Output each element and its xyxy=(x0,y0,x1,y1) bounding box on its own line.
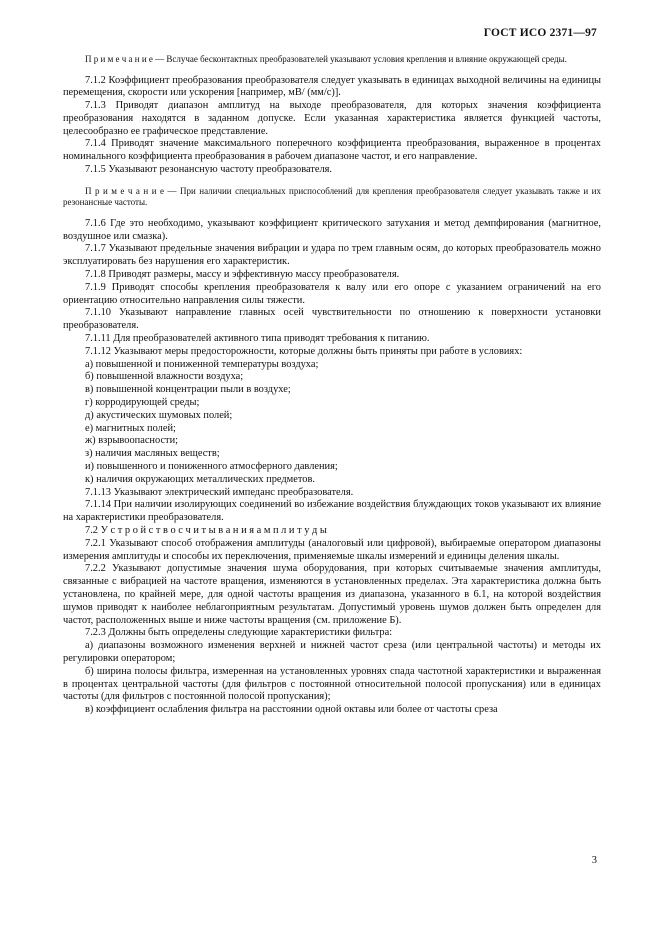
list-item: к) наличия окружающих металлических предметов. xyxy=(85,473,315,485)
paragraph-7-2-2: 7.2.2 Указывают допустимые значения шума оборудования, при которых считываемые значения амплитуды, связанные с вибрацией на частоте вращения, изменяются в установленных пределах. Эта характеристика должна быть установлена, по крайней мере, для одной частоты вращения из диапазона, указанного в 6.1, на которой воздействия шумов приводят к наиболее неблагоприятным результатам. Допустимый уровень шумов должен быть определен для частот, расположенных выше и ниже частоты вращения (см. приложение Б). xyxy=(63,563,601,626)
section-heading-7-2 xyxy=(63,525,601,538)
list-item: д) акустических шумовых полей; xyxy=(85,409,233,421)
paragraph-7-1-6: 7.1.6 Где это необходимо, указывают коэффициент критического затухания и метод демпфирования (магнитное, воздушное или смазка). xyxy=(63,217,601,242)
list-item: з) наличия масляных веществ; xyxy=(85,448,220,460)
paragraph-7-1-2: 7.1.2 Коэффициент преобразования преобразователя следует указывать в единицах выходной величины на единицы перемещения, скорости или ускорения [например, мВ/ (мм/с)]. xyxy=(63,74,601,99)
paragraph-7-1-5: 7.1.5 Указывают резонансную частоту преобразователя. xyxy=(85,164,333,176)
paragraph-7-1-3: 7.1.3 Приводят диапазон амплитуд на выходе преобразователя, для которых значения коэффициента преобразования находятся в заданном допуске. Если указанная характеристика является функцией частоты, целесообразно ее графическое представление. xyxy=(63,100,601,137)
list-item: ж) взрывоопасности; xyxy=(85,435,179,447)
page-number: 3 xyxy=(591,855,597,866)
section-title: У с т р о й с т в о с ч и т ы в а н и я а м п л и т у д ы xyxy=(98,525,327,536)
paragraph-7-1-11: 7.1.11 Для преобразователей активного типа приводят требования к питанию. xyxy=(85,333,430,345)
note-2-label: П р и м е ч а н и е xyxy=(85,185,164,196)
paragraph-7-1-7: 7.1.7 Указывают предельные значения вибрации и удара по трем главным осям, до которых преобразователь можно эксплуатировать без нарушения его характеристик. xyxy=(63,243,601,268)
paragraph-7-1-12: 7.1.12 Указывают меры предосторожности, которые должны быть приняты при работе в условиях: xyxy=(85,345,523,357)
paragraph-7-1-14: 7.1.14 При наличии изолирующих соединений во избежание воздействия блуждающих токов указывают их влияние на характеристики преобразователя. xyxy=(63,499,601,524)
paragraph-7-2-1: 7.2.1 Указывают способ отображения амплитуды (аналоговый или цифровой), выбираемые оператором диапазоны измерения амплитуды и способы их переключения, применяемые шкалы измерений и единицы деления шкалы. xyxy=(63,537,601,562)
paragraph-7-1-9: 7.1.9 Приводят способы крепления преобразователя к валу или его опоре с указанием ограничений на его ориентацию относительно направления силы тяжести. xyxy=(63,281,601,306)
paragraph-7-1-10: 7.1.10 Указывают направление главных осей чувствительности по отношению к поверхности установки преобразователя. xyxy=(63,307,601,332)
note-1-label: П р и м е ч а н и е xyxy=(85,54,153,64)
note-2-text: — При наличии специальных приспособлений для крепления преобразователя следует указывать также и их резонансные частоты. xyxy=(63,185,601,208)
paragraph-7-1-13: 7.1.13 Указывают электрический импеданс преобразователя. xyxy=(85,486,354,498)
document-body xyxy=(63,54,601,717)
paragraph-7-2-3-a: а) диапазоны возможного изменения верхней и нижней частот среза (или центральной частоты) и методы их регулировки оператором; xyxy=(63,640,601,664)
list-item: б) повышенной влажности воздуха; xyxy=(85,371,244,383)
list-item: г) корродирующей среды; xyxy=(85,397,200,409)
section-number: 7.2 xyxy=(85,525,98,536)
list-item: е) магнитных полей; xyxy=(85,422,176,434)
list-item: в) повышенной концентрации пыли в воздухе; xyxy=(85,384,291,396)
paragraph-7-1-4: 7.1.4 Приводят значение максимального поперечного коэффициента преобразования, выраженное в процентах номинального коэффициента преобразования в рабочем диапазоне частот, и его направление. xyxy=(63,138,601,163)
paragraph-7-2-3: 7.2.3 Должны быть определены следующие характеристики фильтра: xyxy=(85,627,393,639)
note-1 xyxy=(63,54,601,66)
note-2 xyxy=(63,186,601,209)
note-1-text: — Вслучае бесконтактных преобразователей указывают условия крепления и влияние окружающей среды. xyxy=(152,54,567,64)
list-item: а) повышенной и пониженной температуры воздуха; xyxy=(85,358,319,370)
page-header-title: ГОСТ ИСО 2371—97 xyxy=(483,27,597,39)
paragraph-7-1-8: 7.1.8 Приводят размеры, массу и эффективную массу преобразователя. xyxy=(85,269,400,281)
paragraph-7-2-3-c: в) коэффициент ослабления фильтра на расстоянии одной октавы или более от частоты среза xyxy=(85,704,498,716)
list-item: и) повышенного и пониженного атмосферного давления; xyxy=(85,461,338,473)
paragraph-7-2-3-b: б) ширина полосы фильтра, измеренная на установленных уровнях спада частотной характеристики и выраженная в процентах центральной частоты (для фильтров с постоянной относительной полосой пропускания) или в единицах частоты (для фильтров с постоянной полосой пропускания); xyxy=(63,665,601,703)
